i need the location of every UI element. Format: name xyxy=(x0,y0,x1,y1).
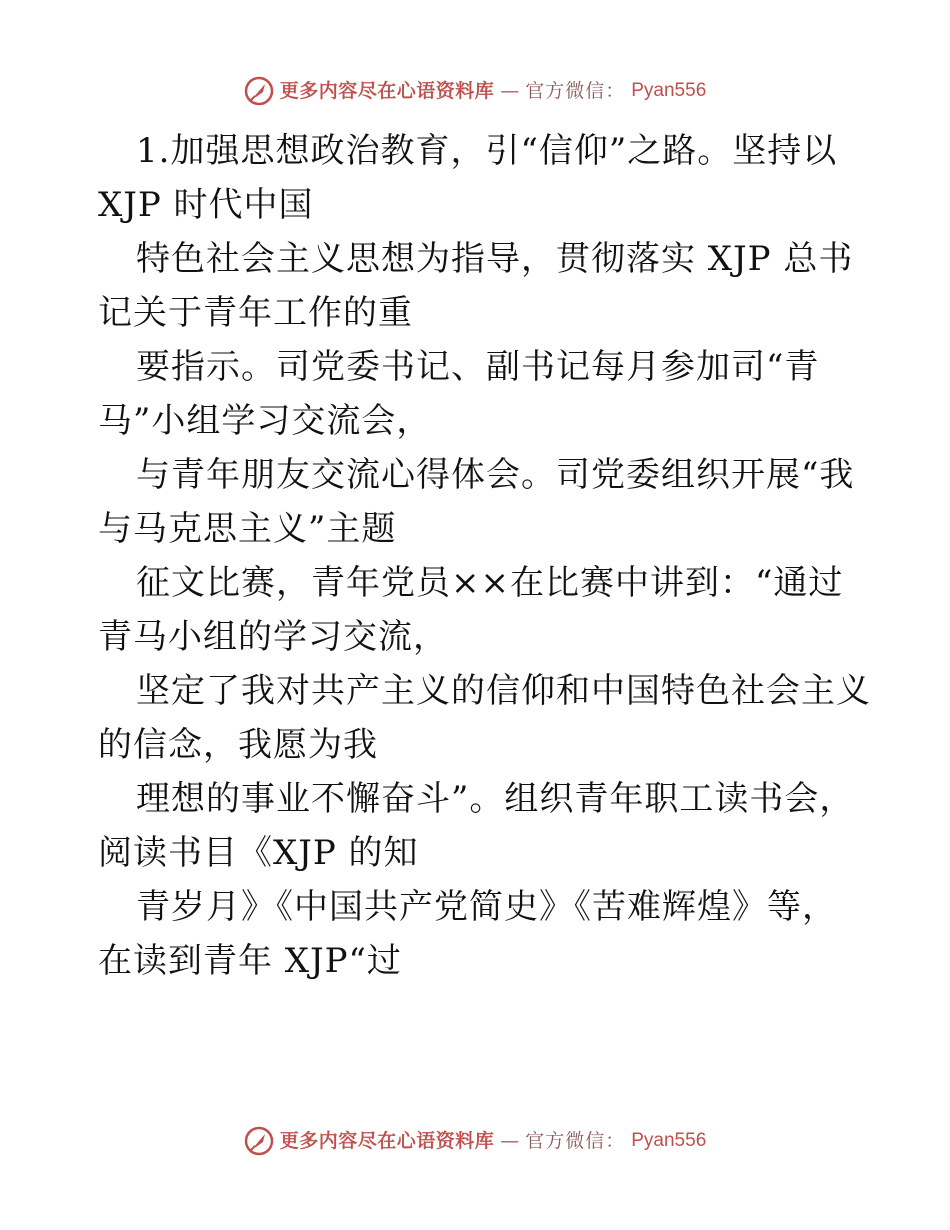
header-wechat-handle: Pyan556 xyxy=(631,80,707,101)
text-line: 马”小组学习交流会， xyxy=(98,401,432,441)
header-brand-text: 更多内容尽在心语资料库 xyxy=(279,80,495,102)
quill-logo-icon xyxy=(244,76,274,106)
header-banner xyxy=(0,76,950,106)
text-line: 记关于青年工作的重 xyxy=(98,293,413,333)
header-wechat-label: 官方微信： xyxy=(525,80,626,102)
text-line: 与青年朋友交流心得体会。司党委组织开展“我 xyxy=(136,455,855,495)
text-line: 征文比赛，青年党员××在比赛中讲到：“通过 xyxy=(136,563,844,603)
text-line: 阅读书目《XJP 的知 xyxy=(98,833,419,873)
text-line: 在读到青年 XJP“过 xyxy=(98,941,402,981)
text-line: 与马克思主义”主题 xyxy=(98,509,397,549)
footer-wechat-label: 官方微信： xyxy=(525,1130,626,1152)
header-dash: — xyxy=(500,80,520,102)
text-line: 青岁月》《中国共产党简史》《苦难辉煌》等， xyxy=(136,887,837,927)
footer-dash: — xyxy=(500,1130,520,1152)
text-line: 青马小组的学习交流， xyxy=(98,617,448,657)
text-line: 1.加强思想政治教育，引“信仰”之路。坚持以 xyxy=(136,131,838,171)
footer-wechat-handle: Pyan556 xyxy=(631,1130,707,1151)
text-line: 要指示。司党委书记、副书记每月参加司“青 xyxy=(136,347,820,387)
document-body xyxy=(98,124,871,988)
quill-logo-icon xyxy=(244,1126,274,1156)
text-line: 的信念，我愿为我 xyxy=(98,725,378,765)
footer-brand-text: 更多内容尽在心语资料库 xyxy=(279,1130,495,1152)
text-line: 理想的事业不懈奋斗”。组织青年职工读书会， xyxy=(136,779,855,819)
text-line: XJP 时代中国 xyxy=(98,185,314,225)
footer-banner xyxy=(0,1126,950,1156)
text-line: 特色社会主义思想为指导，贯彻落实 XJP 总书 xyxy=(136,239,854,279)
text-line: 坚定了我对共产主义的信仰和中国特色社会主义 xyxy=(136,671,871,711)
